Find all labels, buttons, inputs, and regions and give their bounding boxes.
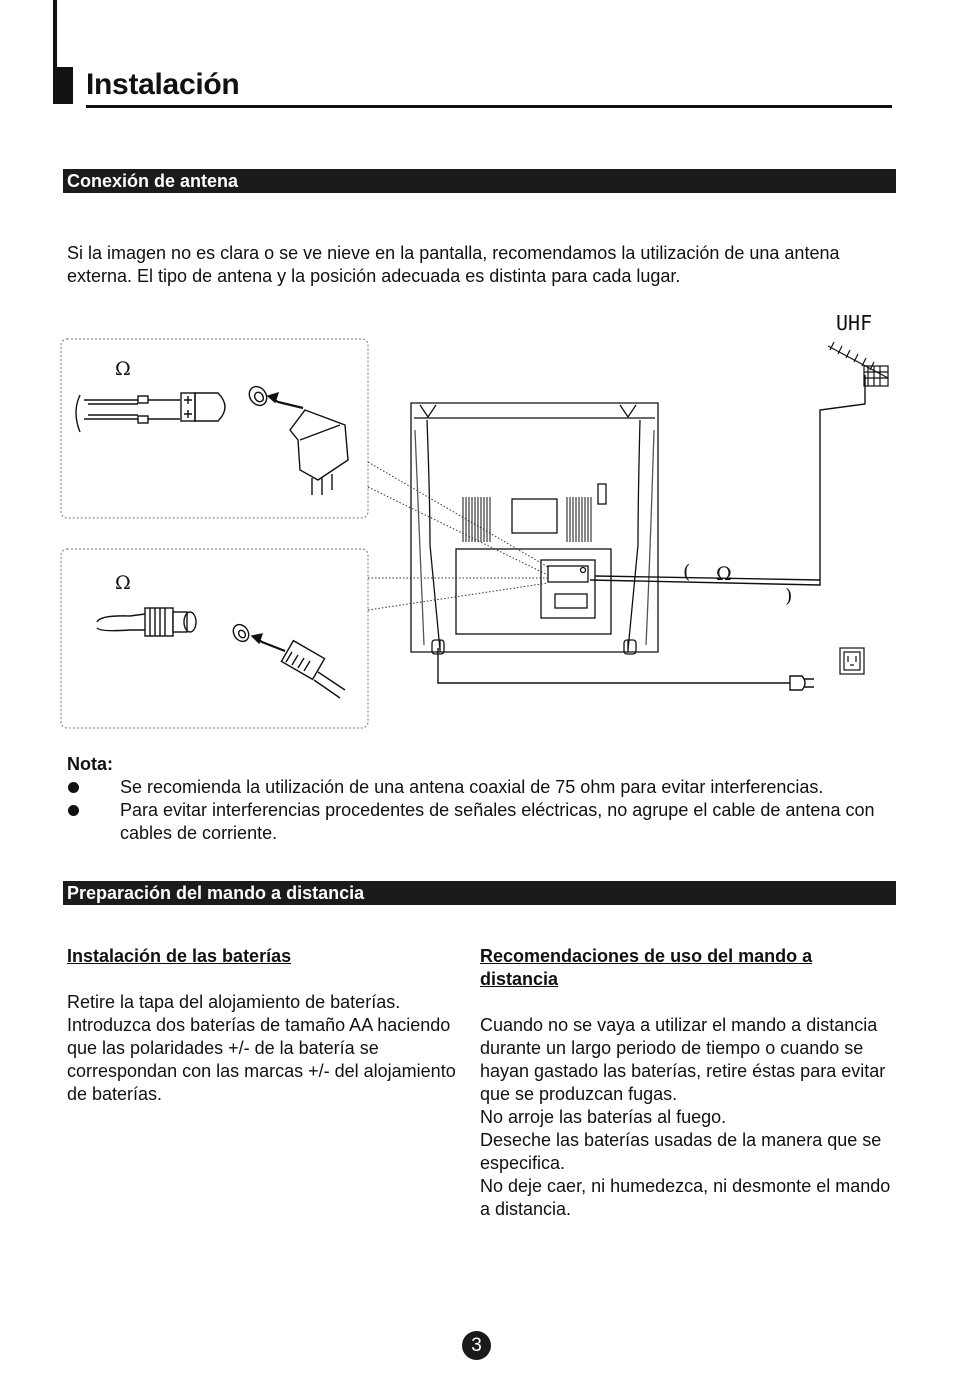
ohm-symbol-top: Ω	[115, 358, 131, 380]
twin-lead-cable-icon	[76, 393, 225, 432]
remote-usage-paragraph: No deje caer, ni humedezca, ni desmonte el mando a distancia.	[480, 1176, 891, 1219]
antenna-intro-text: Si la imagen no es clara o se ve nieve en la pantalla, recomendamos la utilización de una antena externa. El tipo de antena y la posición adecuada es distinta para cada lugar.	[67, 243, 840, 286]
remote-usage-heading: Recomendaciones de uso del mando a distancia	[480, 946, 813, 989]
batteries-heading: Instalación de las baterías	[67, 946, 292, 966]
remote-usage-paragraph: Deseche las baterías usadas de la manera que se especifica.	[480, 1130, 882, 1173]
ohm-symbol-cable: Ω	[716, 563, 732, 585]
note-title: Nota:	[67, 754, 113, 774]
antenna-feed-line	[590, 375, 865, 585]
tv-rear-view-icon	[411, 403, 658, 654]
coaxial-plug-icon	[230, 622, 345, 698]
bullet-icon	[68, 805, 79, 816]
ohm-symbol-bottom: Ω	[115, 572, 131, 594]
section-heading-remote: Preparación del mando a distancia	[63, 881, 896, 905]
uhf-label: UHF	[836, 311, 873, 335]
section-heading-antenna: Conexión de antena	[63, 169, 896, 193]
uhf-antenna-icon	[828, 342, 888, 386]
inset-box-75-ohm	[61, 549, 368, 728]
remote-usage-paragraph: Cuando no se vaya a utilizar el mando a distancia durante un largo periodo de tiempo o cuando se hayan gastado las baterías, retire éstas para evitar que se produzcan fugas.	[480, 1015, 886, 1104]
paren-close: )	[785, 585, 793, 607]
wall-outlet-icon	[840, 648, 864, 674]
batteries-instructions: Retire la tapa del alojamiento de baterías. Introduzca dos baterías de tamaño AA haciendo que las polaridades +/- de la batería se correspondan con las marcas +/- del alojamiento de baterías.	[67, 992, 456, 1104]
remote-usage-text	[480, 1014, 900, 1221]
paren-open: (	[683, 561, 691, 583]
page-title: Instalación	[86, 68, 240, 101]
page-number: 3	[462, 1331, 491, 1360]
leader-lines	[368, 462, 548, 610]
remote-usage-paragraph: No arroje las baterías al fuego.	[480, 1107, 727, 1127]
note-bullet-2: Para evitar interferencias procedentes de señales eléctricas, no agrupe el cable de antena con cables de corriente.	[120, 800, 875, 843]
note-bullet-1: Se recomienda la utilización de una antena coaxial de 75 ohm para evitar interferencias.	[120, 777, 824, 797]
coaxial-cable-icon	[97, 608, 196, 636]
rf-plug-adapter-icon	[246, 383, 348, 495]
bullet-icon	[68, 782, 79, 793]
